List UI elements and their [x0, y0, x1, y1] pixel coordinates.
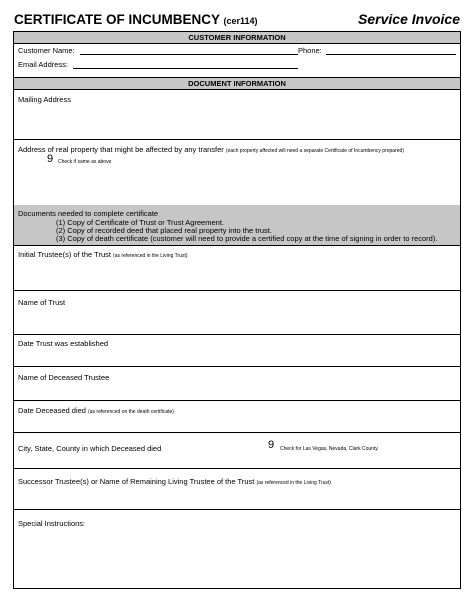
initial-trustee-note: (as referenced in the Living Trust) — [113, 253, 188, 259]
date-established-label: Date Trust was established — [18, 339, 109, 348]
mailing-address-divider — [14, 139, 460, 140]
documents-needed-section — [14, 205, 460, 245]
documents-needed-title: Documents needed to complete certificate — [18, 209, 159, 218]
document-item-1: (1) Copy of Certificate of Trust or Trust Agreement. — [56, 218, 224, 227]
successor-divider — [14, 509, 460, 510]
property-address-note: (each property affected will need a separate Certificate of Incumbency prepared) — [225, 148, 404, 154]
same-as-above-checkbox[interactable]: 9 — [47, 153, 54, 165]
name-of-trust-label: Name of Trust — [18, 298, 66, 307]
customer-info-heading: CUSTOMER INFORMATION — [14, 31, 460, 44]
document-item-3: (3) Copy of death certificate (customer will need to provide a certified copy at the time of signing in order to record). — [56, 234, 438, 243]
email-field[interactable] — [73, 68, 298, 69]
email-label: Email Address: — [18, 60, 69, 69]
deceased-trustee-divider — [14, 400, 460, 401]
customer-name-field[interactable] — [80, 54, 298, 55]
form-frame — [13, 31, 461, 589]
city-state-county-label: City, State, County in which Deceased died — [18, 444, 162, 453]
same-as-above-label: Check if same as above — [58, 159, 112, 165]
city-divider — [14, 468, 460, 469]
customer-name-label: Customer Name: — [18, 46, 75, 55]
special-instructions-label: Special Instructions: — [18, 519, 86, 528]
phone-label: Phone: — [298, 46, 322, 55]
date-died-divider — [14, 432, 460, 433]
property-address-text: Address of real property that might be affected by any transfer — [18, 145, 224, 154]
document-item-2: (2) Copy of recorded deed that placed real property into the trust. — [56, 226, 272, 235]
date-died-text: Date Deceased died — [18, 406, 86, 415]
name-of-trust-divider — [14, 334, 460, 335]
deceased-trustee-label: Name of Deceased Trustee — [18, 373, 110, 382]
las-vegas-label: Check for Las Vegas, Nevada, Clark County — [280, 446, 378, 452]
service-invoice-label: Service Invoice — [358, 11, 460, 27]
form-title-text: CERTIFICATE OF INCUMBENCY — [14, 12, 220, 27]
phone-field[interactable] — [326, 54, 456, 55]
successor-trustee-note: (as referenced in the Living Trust) — [256, 480, 331, 486]
date-died-label — [18, 406, 174, 415]
successor-trustee-text: Successor Trustee(s) or Name of Remaining Living Trustee of the Trust — [18, 477, 255, 486]
documents-divider — [14, 245, 460, 246]
property-address-label — [18, 145, 404, 154]
document-info-heading: DOCUMENT INFORMATION — [14, 77, 460, 90]
initial-trustee-label — [18, 250, 188, 259]
las-vegas-checkbox[interactable]: 9 — [268, 439, 275, 451]
initial-trustee-divider — [14, 290, 460, 291]
form-title — [14, 12, 258, 27]
date-established-divider — [14, 366, 460, 367]
form-code: (cer114) — [223, 16, 258, 26]
successor-trustee-label — [18, 477, 331, 486]
initial-trustee-text: Initial Trustee(s) of the Trust — [18, 250, 111, 259]
date-died-note: (as referenced on the death certificate) — [88, 409, 174, 415]
mailing-address-label: Mailing Address — [18, 95, 71, 104]
